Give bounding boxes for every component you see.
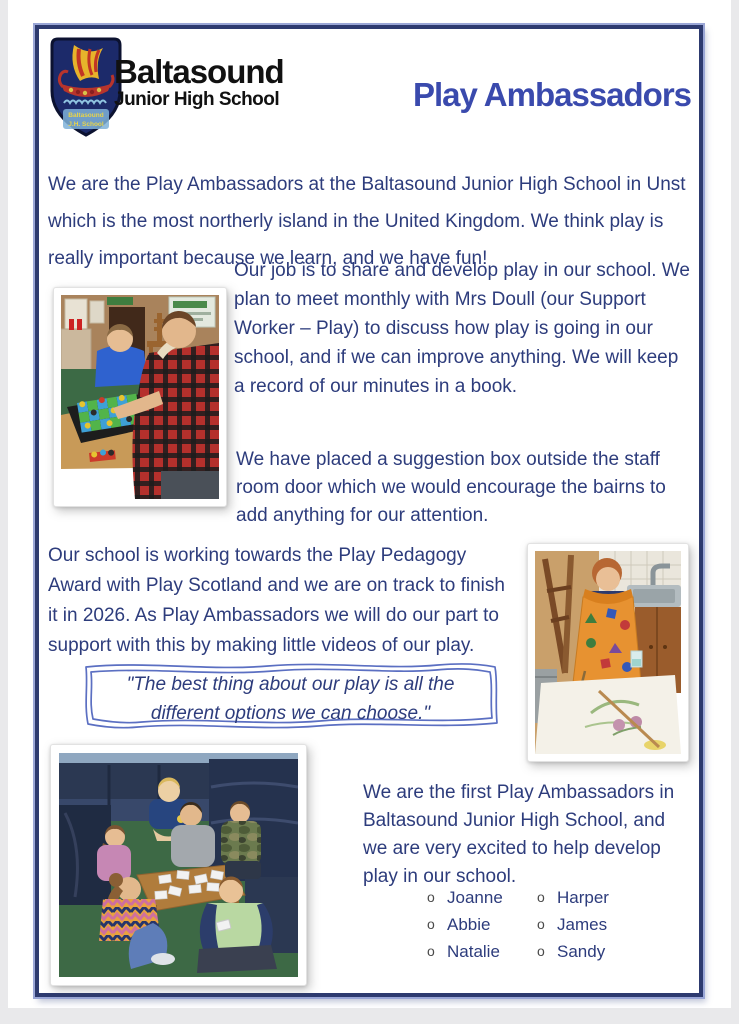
pupil-quote: "The best thing about our play is all the different options we can choose." bbox=[126, 674, 455, 724]
crest-text-line1: Baltasound bbox=[68, 112, 104, 119]
school-crest-logo bbox=[50, 37, 122, 139]
page-title: Play Ambassadors bbox=[412, 76, 692, 113]
circle-bullet-icon: o bbox=[427, 943, 435, 959]
photo-sofa-game bbox=[50, 744, 307, 986]
school-subtitle: Junior High School bbox=[114, 89, 280, 110]
circle-bullet-icon: o bbox=[427, 889, 435, 905]
circle-bullet-icon: o bbox=[537, 889, 545, 905]
school-name: Baltasound bbox=[114, 53, 284, 90]
ambassador-name: Harper bbox=[557, 888, 609, 907]
school-name-block bbox=[114, 55, 284, 110]
intro-paragraph: We are the Play Ambassadors at the Baltasound Junior High School in Unst which is the most northerly island in the United Kingdom. We think play is really important because we learn, and we have fun! bbox=[48, 174, 686, 269]
circle-bullet-icon: o bbox=[537, 943, 545, 959]
quote-box bbox=[78, 658, 503, 734]
photo-board-game-image bbox=[61, 295, 219, 499]
suggestion-box-paragraph: We have placed a suggestion box outside the staff room door which we would encourage the bairns to add anything for our attention. bbox=[236, 449, 666, 526]
crest-text-line2: J.H. School bbox=[68, 121, 104, 128]
list-item bbox=[537, 888, 609, 915]
ambassador-name: James bbox=[557, 915, 608, 934]
list-item bbox=[537, 915, 609, 942]
photo-painting-image bbox=[535, 551, 681, 754]
list-item bbox=[427, 915, 503, 942]
award-paragraph: Our school is working towards the Play Pedagogy Award with Play Scotland and we are on track to finish it in 2026. As Play Ambassadors we will do our part to support with this by making little videos of our play. bbox=[48, 545, 505, 656]
photo-painting bbox=[527, 543, 689, 762]
list-item bbox=[537, 942, 609, 969]
list-item bbox=[427, 942, 503, 969]
ambassador-name: Sandy bbox=[557, 942, 606, 961]
photo-board-game bbox=[53, 287, 227, 507]
photo-sofa-game-image bbox=[59, 753, 298, 977]
first-ambassadors-paragraph: We are the first Play Ambassadors in Baltasound Junior High School, and we are very excited to help develop play in our school. bbox=[363, 782, 675, 887]
ambassador-list-column-2 bbox=[537, 888, 609, 969]
list-item bbox=[427, 888, 503, 915]
circle-bullet-icon: o bbox=[537, 916, 545, 932]
job-paragraph: Our job is to share and develop play in our school. We plan to meet monthly with Mrs Doull (our Support Worker – Play) to discuss how play is going in our school, and if we can improve anything. We will keep a record of our minutes in a book. bbox=[234, 260, 690, 397]
ambassador-name: Joanne bbox=[447, 888, 503, 907]
document-page bbox=[8, 0, 731, 1008]
ambassador-name: Natalie bbox=[447, 942, 500, 961]
circle-bullet-icon: o bbox=[427, 916, 435, 932]
ambassador-list-column-1 bbox=[427, 888, 503, 969]
ambassador-name: Abbie bbox=[447, 915, 491, 934]
